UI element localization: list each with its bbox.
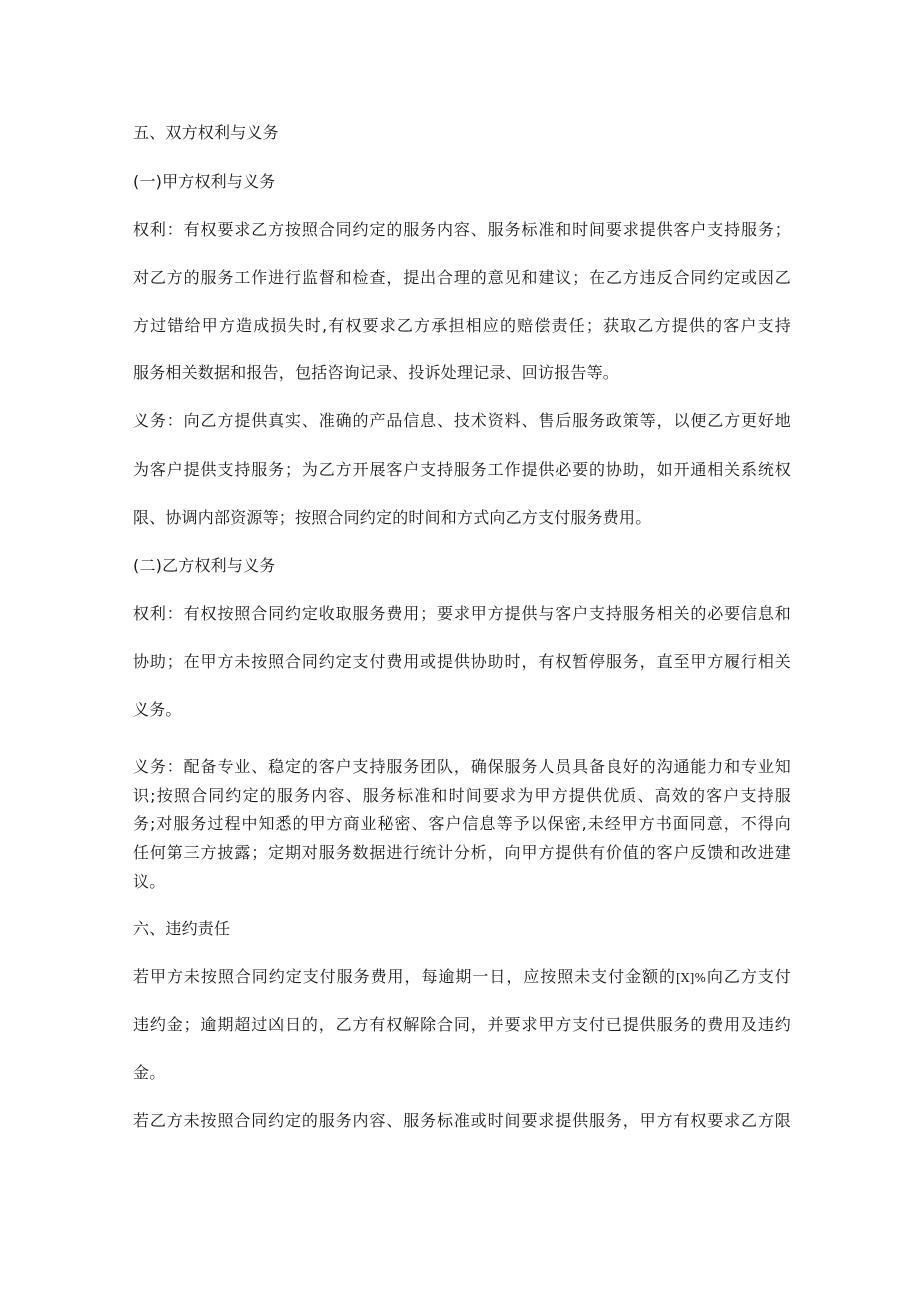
line-segment: 若甲方未按照合同约定支付服务费用，每逾期一日，应按照未支付金额的: [133, 967, 677, 986]
paragraph-line: 服务相关数据和报告，包括咨询记录、投诉处理记录、回访报告等。: [133, 363, 620, 382]
paragraph-line: 权利：有权按照合同约定收取服务费用；要求甲方提供与客户支持服务相关的必要信息和: [133, 604, 791, 623]
paragraph-line: 义务：配备专业、稳定的客户支持服务团队，确保服务人员具备良好的沟通能力和专业知: [133, 757, 791, 776]
subsection-heading-1: (一)甲方权利与义务: [133, 172, 276, 191]
paragraph-line: 金。: [133, 1063, 166, 1082]
paragraph-line: 识;按照合同约定的服务内容、服务标准和时间要求为甲方提供优质、高效的客户支持服: [133, 786, 791, 805]
section-heading-5: 五、双方权利与义务: [133, 123, 279, 142]
paragraph-line: 若乙方未按照合同约定的服务内容、服务标准或时间要求提供服务，甲方有权要求乙方限: [133, 1111, 791, 1130]
paragraph-line: 权利：有权要求乙方按照合同约定的服务内容、服务标准和时间要求提供客户支持服务；: [133, 220, 791, 239]
paragraph-line: 为客户提供支持服务；为乙方开展客户支持服务工作提供必要的协助，如开通相关系统权: [133, 460, 791, 479]
line-segment: 向乙方支付: [706, 967, 791, 986]
paragraph-line: 义务：向乙方提供真实、准确的产品信息、技术资料、售后服务政策等，以便乙方更好地: [133, 411, 791, 430]
paragraph-line: 对乙方的服务工作进行监督和检查，提出合理的意见和建议；在乙方违反合同约定或因乙: [133, 268, 791, 287]
placeholder-percent: [X]%: [676, 971, 707, 985]
paragraph-line: 务;对服务过程中知悉的甲方商业秘密、客户信息等予以保密,未经甲方书面同意，不得向: [133, 814, 791, 833]
section-heading-6: 六、违约责任: [133, 919, 231, 938]
paragraph-line: 议。: [133, 872, 166, 891]
subsection-heading-2: (二)乙方权利与义务: [133, 556, 276, 575]
paragraph-line: 违约金；逾期超过凶日的，乙方有权解除合同，并要求甲方支付已提供服务的费用及违约: [133, 1015, 791, 1034]
paragraph-line: 义务。: [133, 700, 182, 719]
paragraph-line: 限、协调内部资源等；按照合同约定的时间和方式向乙方支付服务费用。: [133, 508, 652, 527]
paragraph-line: [133, 967, 791, 988]
paragraph-line: 方过错给甲方造成损失时,有权要求乙方承担相应的赔偿责任；获取乙方提供的客户支持: [133, 316, 791, 335]
paragraph-line: 协助；在甲方未按照合同约定支付费用或提供协助时，有权暂停服务，直至甲方履行相关: [133, 652, 791, 671]
paragraph-line: 任何第三方披露；定期对服务数据进行统计分析，向甲方提供有价值的客户反馈和改进建: [133, 843, 791, 862]
